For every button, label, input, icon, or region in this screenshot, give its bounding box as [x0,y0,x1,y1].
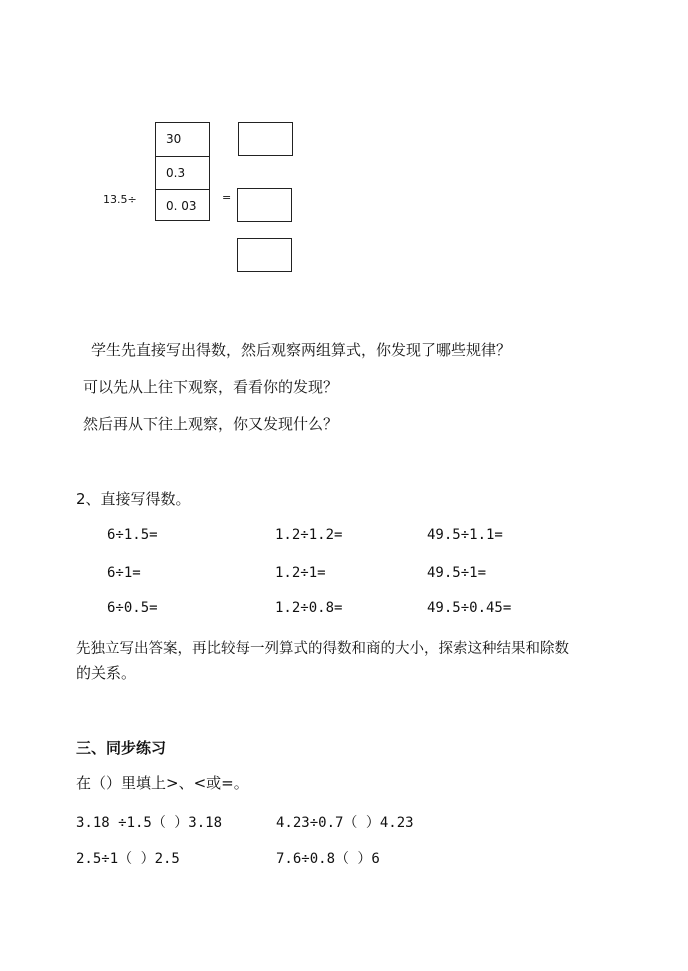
equation: 6÷1.5= [107,527,158,543]
section-2-note: 先独立写出答案，再比较每一列算式的得数和商的大小，探索这种结果和除数 [76,641,569,657]
section-2-title: 2、直接写得数。 [76,490,191,508]
prompt-text: 然后再从下往上观察，你又发现什么？ [83,415,339,433]
divisor-cell: 0.3 [156,156,209,189]
answer-box[interactable] [238,122,293,156]
prompt-text: 可以先从上往下观察，看看你的发现？ [83,378,339,396]
answer-box[interactable] [237,188,292,222]
equation: 6÷1= [107,565,141,581]
divisor-table [155,122,210,221]
prompt-text: 学生先直接写出得数，然后观察两组算式，你发现了哪些规律？ [91,341,512,359]
equation: 1.2÷1.2= [275,527,343,543]
equation: 6÷0.5= [107,600,158,616]
equation: 49.5÷1.1= [427,527,503,543]
equation: 1.2÷1= [275,565,326,581]
equation: 49.5÷1= [427,565,487,581]
section-3-title: 三、同步练习 [76,739,167,757]
comparison-item: 3.18 ÷1.5（ ）3.18 [76,815,223,831]
divisor-cell: 30 [166,132,182,146]
comparison-item: 7.6÷0.8（ ）6 [276,851,380,867]
section-3-instruction: 在（）里填上>、<或=。 [76,774,249,792]
answer-box[interactable] [237,238,292,272]
equation: 49.5÷0.45= [427,600,512,616]
dividend-expression: 13.5÷ [103,193,137,206]
equation: 1.2÷0.8= [275,600,343,616]
comparison-item: 2.5÷1（ ）2.5 [76,851,180,867]
equals-sign: = [222,191,232,204]
divisor-cell: 0. 03 [156,189,209,222]
section-2-note: 的关系。 [76,664,137,682]
comparison-item: 4.23÷0.7（ ）4.23 [276,815,414,831]
